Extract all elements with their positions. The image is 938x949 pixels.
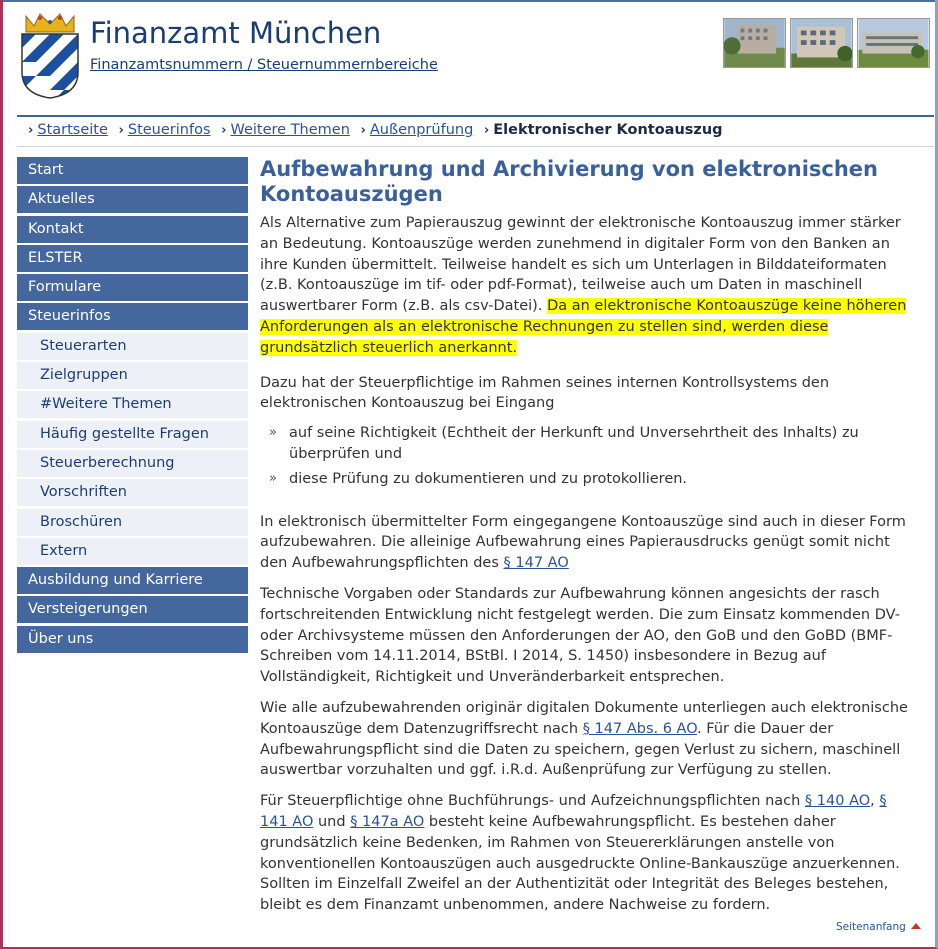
link-147-abs-6-ao[interactable]: § 147 Abs. 6 AO bbox=[582, 720, 698, 737]
link-147-ao[interactable]: § 147 AO bbox=[503, 555, 569, 572]
main-content bbox=[260, 157, 912, 924]
back-to-top-link[interactable] bbox=[836, 921, 921, 933]
arrow-up-icon bbox=[911, 923, 921, 929]
nav-subitem-steuerberechnung[interactable]: Steuerberechnung bbox=[17, 450, 248, 477]
breadcrumb-startseite[interactable]: Startseite bbox=[37, 122, 108, 138]
sidebar-nav bbox=[17, 157, 248, 655]
breadcrumb-aussenpruefung[interactable]: Außenprüfung bbox=[369, 122, 474, 138]
standards-paragraph: Technische Vorgaben oder Standards zur Aufbewahrung können angesichts der rasch fortschreitenden Entwicklung nicht festgelegt werden. Die zum Einsatz kommenden DV- oder Archivsysteme müssen den Anforderungen der AO, den GoB und den GoBD (BMF-Schreiben vom 14.11.2014, BStBl. I 2014, S. 1450) insbesondere in Bezug auf Vollständigkeit, Richtigkeit und Unveränderbarkeit entsprechen. bbox=[260, 585, 900, 686]
nav-item-start[interactable]: Start bbox=[17, 157, 248, 184]
nav-subitem-broschueren[interactable]: Broschüren bbox=[17, 509, 248, 536]
building-photo-3 bbox=[857, 18, 930, 68]
nav-subitem-extern[interactable]: Extern bbox=[17, 538, 248, 565]
data-access-text-a: Wie alle aufzubewahrenden originär digitalen Dokumente unterliegen auch elektronische Kontoauszüge dem Datenzugriffsrecht nach bbox=[260, 699, 908, 737]
nav-subitem-steuerarten[interactable]: Steuerarten bbox=[17, 333, 248, 360]
breadcrumb-steuerinfos[interactable]: Steuerinfos bbox=[127, 122, 211, 138]
breadcrumb-current: Elektronischer Kontoauszug bbox=[493, 122, 723, 138]
comma-separator: , bbox=[870, 793, 875, 810]
und-text: und bbox=[317, 813, 346, 830]
nav-item-elster[interactable]: ELSTER bbox=[17, 245, 248, 272]
nav-subitem-faq[interactable]: Häufig gestellte Fragen bbox=[17, 421, 248, 448]
no-obligation-text-a: Für Steuerpflichtige ohne Buchführungs- und Aufzeichnungspflichten nach bbox=[260, 793, 801, 810]
double-chevron-icon: » bbox=[269, 425, 277, 441]
link-147a-ao[interactable]: § 147a AO bbox=[350, 813, 425, 830]
chevron-right-icon: › bbox=[483, 123, 490, 138]
back-to-top-label: Seitenanfang bbox=[836, 921, 906, 933]
nav-item-ausbildung[interactable]: Ausbildung und Karriere bbox=[17, 567, 248, 594]
nav-item-aktuelles[interactable]: Aktuelles bbox=[17, 186, 248, 213]
link-141-ao[interactable]: § 141 AO bbox=[260, 793, 887, 830]
building-photo-2 bbox=[790, 18, 853, 68]
data-access-paragraph bbox=[260, 698, 912, 781]
nav-item-formulare[interactable]: Formulare bbox=[17, 274, 248, 301]
chevron-right-icon: › bbox=[221, 123, 227, 138]
no-obligation-paragraph bbox=[260, 791, 912, 916]
building-photo-1 bbox=[723, 18, 786, 68]
nav-item-kontakt[interactable]: Kontakt bbox=[17, 216, 248, 243]
highlighted-text: Da an elektronische Kontoauszüge keine höheren Anforderungen als an elektronische Rechnungen zu stellen sind, werden diese grundsätzlich steuerlich anerkannt. bbox=[260, 298, 907, 356]
control-paragraph: Dazu hat der Steuerpflichtige im Rahmen seines internen Kontrollsystems den elektronischen Kontoauszug bei Eingang bbox=[260, 374, 830, 412]
link-140-ao[interactable]: § 140 AO bbox=[804, 793, 871, 810]
nav-subitem-weitere-themen[interactable]: #Weitere Themen bbox=[17, 391, 248, 418]
site-title: Finanzamt München bbox=[90, 16, 382, 50]
intro-text: Als Alternative zum Papierauszug gewinnt der elektronische Kontoauszug immer stärker an Bedeutung. Kontoauszüge werden zunehmend in digitaler Form von den Banken an ihre Kunden übermittelt. Teilweise handelt es sich um Unterlagen in Bilddateiformaten (z.B. Kontoauszüge im tif- oder pdf-Format), teilweise auch um Daten in maschinell auswertbarer Form (z.B. als csv-Datei). bbox=[260, 215, 901, 315]
chevron-right-icon: › bbox=[360, 123, 366, 138]
storage-paragraph bbox=[260, 512, 912, 574]
nav-item-versteigerungen[interactable]: Versteigerungen bbox=[17, 596, 248, 623]
page-title: Aufbewahrung und Archivierung von elektronischen Kontoauszügen bbox=[260, 157, 879, 206]
breadcrumb-weitere-themen[interactable]: Weitere Themen bbox=[230, 122, 350, 138]
breadcrumb bbox=[22, 122, 723, 138]
storage-text: In elektronisch übermittelter Form eingegangene Kontoauszüge sind auch in dieser Form aufzubewahren. Die alleinige Aufbewahrung eines Papierausdrucks genügt somit nicht den Aufbewahrungspflichten des bbox=[260, 513, 906, 572]
no-obligation-text-b: besteht keine Aufbewahrungspflicht. Es bestehen daher grundsätzlich keine Bedenken, im Rahmen von Steuererklärungen anstelle von konventionellen Kontoauszügen auch ausgedruckte Online-Bankauszüge anzuerkennen. Sollten im Einzelfall Zweifel an der Authentizität oder Integrität des Beleges bestehen, bleibt es dem Finanzamt unbenommen, andere Nachweise zu fordern. bbox=[260, 813, 900, 914]
nav-subitem-vorschriften[interactable]: Vorschriften bbox=[17, 479, 248, 506]
office-numbers-link[interactable]: Finanzamtsnummern / Steuernummernbereiche bbox=[90, 57, 438, 73]
chevron-right-icon: › bbox=[118, 123, 124, 138]
check-list bbox=[260, 423, 912, 489]
intro-paragraph bbox=[260, 213, 912, 359]
list-item-text: diese Prüfung zu dokumentieren und zu protokollieren. bbox=[289, 470, 688, 487]
list-item-text: auf seine Richtigkeit (Echtheit der Herkunft und Unversehrtheit des Inhalts) zu überprüfen und bbox=[289, 425, 859, 462]
list-item bbox=[260, 469, 912, 490]
nav-item-ueber-uns[interactable]: Über uns bbox=[17, 626, 248, 653]
bavaria-coat-of-arms-logo[interactable] bbox=[18, 12, 82, 100]
list-item bbox=[260, 423, 912, 465]
chevron-right-icon: › bbox=[28, 123, 34, 138]
data-access-text-b: . Für die Dauer der Aufbewahrungspflicht sind die Daten zu speichern, gegen Verlust zu sichern, maschinell auswertbar vorzuhalten und ggf. i.R.d. Außenprüfung zur Verfügung zu stellen. bbox=[260, 720, 901, 779]
nav-subitem-zielgruppen[interactable]: Zielgruppen bbox=[17, 362, 248, 389]
double-chevron-icon: » bbox=[269, 470, 277, 486]
nav-item-steuerinfos[interactable]: Steuerinfos bbox=[17, 303, 248, 330]
